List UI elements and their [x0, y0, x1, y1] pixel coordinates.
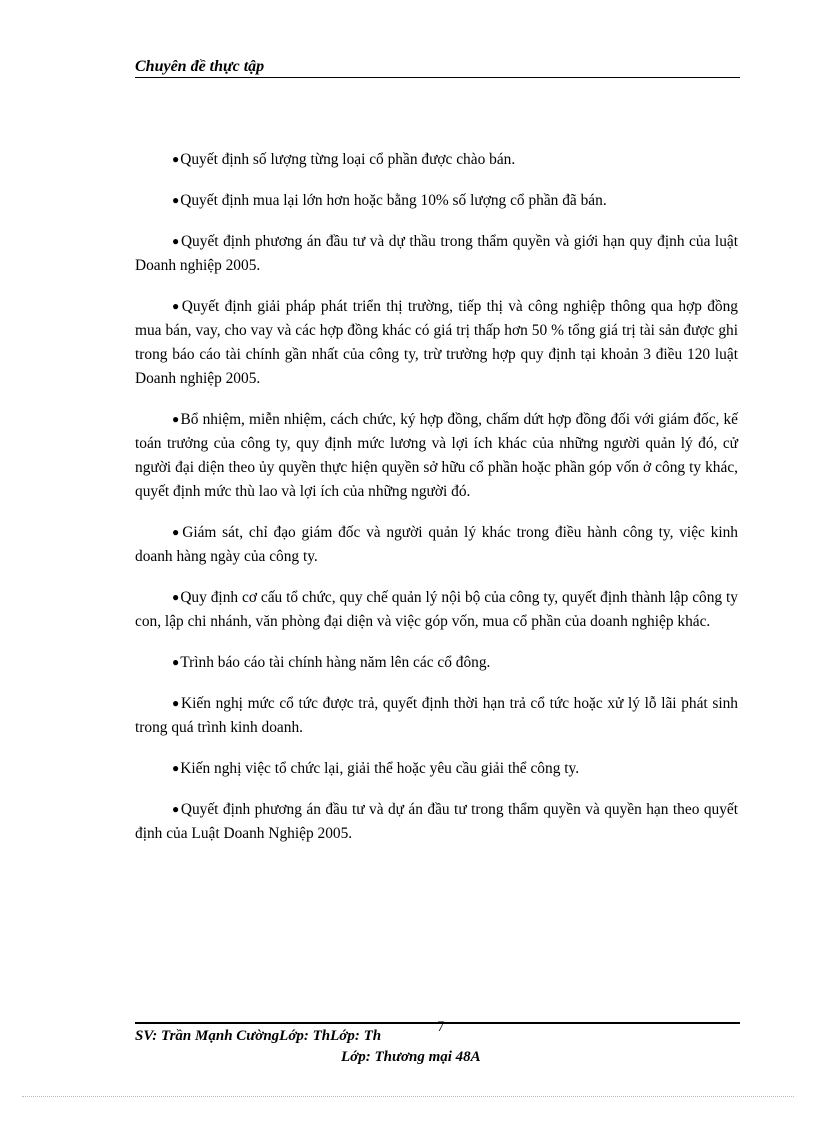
paragraph-text: Quyết định giải pháp phát triển thị trường, tiếp thị và công nghiệp thông qua hợp đồng mua bán, vay, cho vay và các hợp đồng khác có giá trị thấp hơn 50 % tổng giá trị tài sản được ghi trong báo cáo tài chính gần nhất của công ty, trừ trường hợp quy định tại khoản 3 điều 120 luật Doanh nghiệp 2005.: [135, 298, 738, 387]
page-bottom-divider: [22, 1096, 794, 1097]
paragraph-text: Kiến nghị việc tổ chức lại, giải thể hoặc yêu cầu giải thể công ty.: [180, 760, 580, 777]
bullet-icon: ●: [172, 234, 180, 248]
paragraph: [135, 407, 738, 504]
bullet-icon: ●: [172, 802, 180, 816]
bullet-icon: ●: [172, 193, 180, 207]
paragraph-text: Quyết định phương án đầu tư và dự thầu trong thẩm quyền và giới hạn quy định của luật Doanh nghiệp 2005.: [135, 233, 739, 274]
paragraph-text: Quy định cơ cấu tổ chức, quy chế quản lý nội bộ của công ty, quyết định thành lập công ty con, lập chi nhánh, văn phòng đại diện và việc góp vốn, mua cổ phần của doanh nghiệp khác.: [135, 589, 739, 630]
paragraph-text: Quyết định phương án đầu tư và dự án đầu tư trong thẩm quyền và quyền hạn theo quyết định của Luật Doanh Nghiệp 2005.: [135, 801, 739, 842]
header-rule: [135, 77, 740, 78]
bullet-icon: ●: [172, 590, 180, 604]
paragraph-text: Bổ nhiệm, miễn nhiệm, cách chức, ký hợp đồng, chấm dứt hợp đồng đối với giám đốc, kế toán trưởng của công ty, quy định mức lương và lợi ích khác của những người quản lý đó, cử người đại diện theo ủy quyền thực hiện quyền sở hữu cổ phần hoặc phần góp vốn ở công ty khác, quyết định mức thù lao và lợi ích của những người đó.: [135, 411, 739, 500]
paragraph-text: Kiến nghị mức cổ tức được trả, quyết định thời hạn trả cổ tức hoặc xử lý lỗ lãi phát sinh trong quá trình kinh doanh.: [135, 695, 738, 736]
paragraph: [135, 147, 738, 172]
footer-student-line: SV: Trần Mạnh CườngLớp: ThLớp: Th: [135, 1028, 382, 1044]
bullet-icon: ●: [172, 299, 181, 313]
bullet-icon: ●: [172, 152, 180, 166]
bullet-icon: ●: [172, 761, 180, 775]
paragraph: [135, 585, 738, 634]
paragraph: [135, 188, 738, 213]
header-title: Chuyên đề thực tập: [135, 58, 265, 75]
document-body: [135, 147, 738, 862]
paragraph-text: Trình báo cáo tài chính hàng năm lên các cổ đông.: [180, 654, 491, 671]
paragraph: [135, 229, 738, 278]
bullet-icon: ●: [172, 412, 180, 426]
bullet-icon: ●: [172, 696, 181, 710]
paragraph: [135, 520, 738, 569]
paragraph: [135, 691, 738, 740]
footer-class-line: Lớp: Thương mại 48A: [341, 1049, 481, 1065]
bullet-icon: ●: [172, 655, 180, 669]
page-number: 7: [437, 1019, 445, 1035]
bullet-icon: ●: [172, 525, 182, 539]
paragraph-text: Giám sát, chỉ đạo giám đốc và người quản lý khác trong điều hành công ty, việc kinh doanh hàng ngày của công ty.: [135, 524, 738, 565]
paragraph-text: Quyết định mua lại lớn hơn hoặc bằng 10% số lượng cổ phần đã bán.: [180, 192, 607, 209]
paragraph: [135, 756, 738, 781]
paragraph-text: Quyết định số lượng từng loại cổ phần được chào bán.: [180, 151, 516, 168]
paragraph: [135, 294, 738, 391]
paragraph: [135, 797, 738, 846]
paragraph: [135, 650, 738, 675]
